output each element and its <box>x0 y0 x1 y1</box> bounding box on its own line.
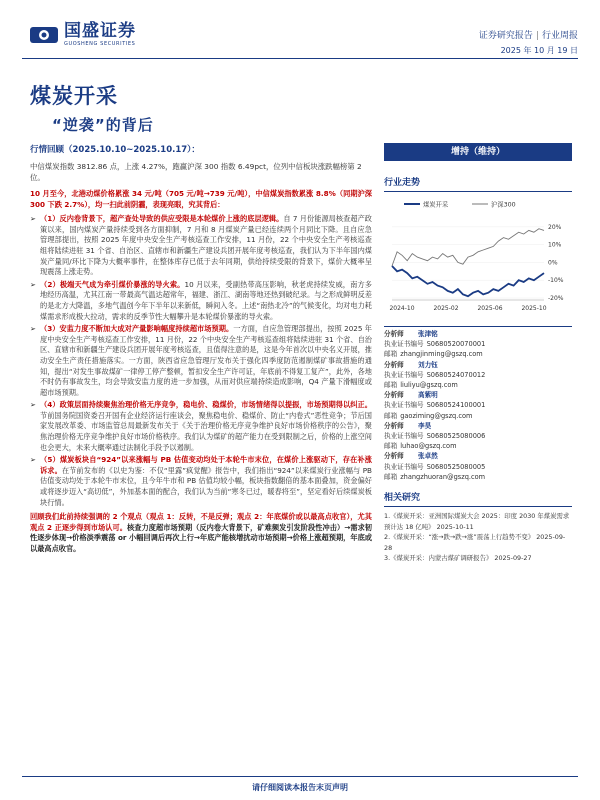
report-subtype-label: 行业周报 <box>541 31 578 41</box>
report-title: 煤炭开采 <box>30 84 118 108</box>
bullet-body: 在节前发布的《以史为鉴：不仅“里露”疯觉醒》报告中，我们指出“924”以来煤炭行业涨幅与 PB 估值变动均处于本轮牛市末位，且今年牛市和 PB 估值均较小幅，板块指数翻倍的基本面叠加，资金偏好或将逐步迈入“高切低”，外加基本面的配合，我们认为当前“寒冬已过，暖春将至”，坚定看好后续煤炭板块行情。 <box>40 465 372 507</box>
related-research-item: 2.《煤炭开采：“涨→跌→跌→涨”震荡上行趋势不变》 2025-09-28 <box>384 533 566 552</box>
related-research-item: 1.《煤炭开采：亚洲国际煤炭大会 2025：印度 2030 年煤炭需求预计达 18 亿吨》 2025-10-11 <box>384 512 570 531</box>
analyst-row <box>384 431 572 441</box>
report-date: 2025 年 10 月 19 日 <box>500 46 578 55</box>
analyst-field-value: zhangzhuoran@gszq.com <box>400 472 486 481</box>
analyst-name: 李昊 <box>418 421 432 430</box>
analyst-row <box>384 441 572 451</box>
analyst-field-value: liuliyu@gszq.com <box>400 381 458 390</box>
closing-lead: 回顾我们此前持续强调的 2 个观点（观点 1：反转，不是反弹；观点 2：年底煤价或以最高点收官），尤其观点 2 正逐步得到市场认可。 <box>30 512 372 532</box>
analyst-field-label: 执业证书编号 <box>384 432 424 441</box>
main-column <box>30 143 372 555</box>
trend-section-title: 行业走势 <box>384 175 572 192</box>
footer-disclaimer: 请仔细阅读本报告末页声明 <box>252 783 348 792</box>
analyst-name: 高紫明 <box>418 391 438 400</box>
bullet-body: 节前国务院国资委召开国有企业经济运行座谈会，聚焦稳电价、稳煤价、防止“内卷式”恶性竞争；节后国家发展改革委、市场监管总局最新发布关于《关于治理价格无序竞争维护良好市场价格秩序的公告》，聚焦治理价格无序竞争维护良好市场价格秩序。我们认为煤矿的超产能力在受到限制之后，价格的上涨空间也会更大，未来大概率通过法制化手段予以遏制。 <box>40 410 372 452</box>
analyst-row <box>384 411 572 421</box>
y-tick-label: 0% <box>548 259 558 267</box>
analyst-list <box>384 326 572 482</box>
y-tick-label: 10% <box>548 241 562 249</box>
analyst-row <box>384 390 572 400</box>
report-header <box>0 0 600 62</box>
industry-trend-chart <box>384 196 572 318</box>
bullet-head: （4）政策层面持续聚焦治理价格无序竞争，稳电价、稳煤价，市场情绪得以提振，市场预期得以纠正。 <box>40 400 372 410</box>
analyst-field-value: S0680524100001 <box>426 401 486 410</box>
analyst-field-label: 分析师 <box>384 452 404 461</box>
x-tick-label: 2025-10 <box>521 305 547 312</box>
analyst-field-label: 执业证书编号 <box>384 370 424 379</box>
footer-divider <box>22 776 578 777</box>
analyst-field-label: 邮箱 <box>384 442 398 451</box>
bullet-item <box>30 214 372 278</box>
legend-label: 沪深300 <box>491 201 516 209</box>
chart-ticks <box>389 224 563 312</box>
analyst-field-label: 分析师 <box>384 360 404 369</box>
analyst-field-label: 执业证书编号 <box>384 401 424 410</box>
y-tick-label: 20% <box>548 223 562 231</box>
analyst-name: 张卓然 <box>418 452 438 461</box>
x-tick-label: 2025-02 <box>433 305 459 312</box>
analyst-row <box>384 421 572 431</box>
arrow-bullet-icon: ➢ <box>30 215 36 224</box>
bullet-item <box>30 455 372 508</box>
side-column <box>384 143 572 564</box>
analyst-row <box>384 462 572 472</box>
related-research-item: 3.《煤炭开采：内蒙古煤矿调研报告》 2025-09-27 <box>384 554 532 563</box>
analyst-field-label: 分析师 <box>384 421 404 430</box>
bullet-head: （1）反内卷背景下，超产查处导致的供应受限是本轮煤价上涨的底层逻辑。 <box>40 214 284 224</box>
chart-grid <box>392 227 544 300</box>
logo-en-text: GUOSHENG SECURITIES <box>64 41 136 47</box>
logo-mark-icon <box>30 23 58 47</box>
bullet-item <box>30 324 372 398</box>
report-subtitle: “逆袭”的背后 <box>52 116 154 134</box>
analyst-row <box>384 349 572 359</box>
analyst-row <box>384 472 572 482</box>
csi300-series-line <box>392 229 544 266</box>
analyst-field-value: S0680525080005 <box>426 462 486 471</box>
analyst-row <box>384 380 572 390</box>
bullet-item <box>30 280 372 322</box>
intro-lead-text: 10 月至今，北港动煤价格累涨 34 元/吨（705 元/吨→739 元/吨），中信煤炭指数累涨 8.8%（同期沪深 300 下跌 2.7%），均一扫此前阴霾，表现亮眼，究其背后： <box>30 189 372 209</box>
y-tick-label: -10% <box>548 277 564 285</box>
rating-badge: 增持（维持） <box>384 143 572 161</box>
analyst-field-value: S0680525080006 <box>426 432 486 441</box>
bullet-item <box>30 400 372 453</box>
bullet-body: 自 7 月份能源局核查超产政策以来，国内煤炭产量持续受到各方面抑制，7 月和 8 月煤炭产量已经连续两个月同比下降。且自应急管理部提出，按照 2025 年度中央安全生产考核巡查工作安排，11 月份，22 个中央安全生产考核巡查组将陆续进驻 31 个省、自治区、直辖市和新疆生产建设兵团开展年度考核巡查，我们认为下半年国内煤炭产量同/环比下降为大概率事件，在整体库存已低于去年同期，供给持续受限的背景下，煤价大概率呈现震荡上涨走势。 <box>40 214 372 277</box>
bullet-body: 一方面，自应急管理部提出，按照 2025 年度中央安全生产考核巡查工作安排，11 月份，22 个中央安全生产考核巡查组将陆续进驻 31 个省、自治区、直辖市和新疆生产建设兵团开展年度考核巡查，且值得注意的是，这是今年首次以中央名义开展，推动安全生产责任措施落实。一方面，陕西省应急管理厅发布关于强化四季度防范遏制煤矿事故措施的通知，提出“对发生事故煤矿一律停工停产整顿，暂扣安全生产许可证，年底前不得复工复产”，此外，各地不时仍有事故发生，均会导致安监力度的进一步加强，从而对供应端持续造成影响，Q4 产量下滑幅度或超市场预期。 <box>40 324 372 397</box>
related-section-title: 相关研究 <box>384 490 572 507</box>
x-tick-label: 2025-06 <box>477 305 503 312</box>
analyst-row <box>384 370 572 380</box>
bullet-head: （2）极端天气成为牵引煤价暴涨的导火索。 <box>40 279 185 289</box>
header-divider <box>22 58 578 59</box>
analyst-field-label: 邮箱 <box>384 411 398 420</box>
analyst-row <box>384 339 572 349</box>
analyst-row <box>384 451 572 461</box>
analyst-name: 刘力钰 <box>418 360 438 369</box>
analyst-field-value: zhangjinming@gszq.com <box>400 350 483 359</box>
closing-body: 核查力度超市场预期（反内卷大背景下，矿难频发引发阶段性冲击）→需求韧性逐步体现→价格淡季震荡 or 小幅回调后再次上行→年底产能核增扰动市场预期→价格上涨超预期，年底或以最高点收官。 <box>30 522 372 553</box>
analyst-field-label: 分析师 <box>384 330 404 338</box>
arrow-bullet-icon: ➢ <box>30 325 36 334</box>
analyst-row <box>384 360 572 370</box>
arrow-bullet-icon: ➢ <box>30 280 36 289</box>
coal-series-line <box>392 266 544 296</box>
analyst-field-value: S0680524070012 <box>426 370 486 379</box>
y-tick-label: -20% <box>548 295 564 302</box>
legend-label: 煤炭开采 <box>423 201 449 209</box>
arrow-bullet-icon: ➢ <box>30 401 36 410</box>
company-logo <box>30 22 136 47</box>
closing-paragraph <box>30 512 372 554</box>
analyst-field-label: 邮箱 <box>384 350 398 359</box>
analyst-row <box>384 400 572 410</box>
related-research-list <box>384 511 572 564</box>
logo-cn-text: 国盛证券 <box>64 21 136 41</box>
analyst-field-label: 邮箱 <box>384 381 398 390</box>
report-type-label: 证券研究报告 <box>478 31 533 41</box>
x-tick-label: 2024-10 <box>389 305 415 312</box>
analyst-field-value: luhao@gszq.com <box>400 442 457 451</box>
arrow-bullet-icon: ➢ <box>30 456 36 465</box>
analyst-field-label: 邮箱 <box>384 472 398 481</box>
report-type: 证券研究报告 | 行业周报 <box>478 31 578 41</box>
analyst-field-value: gaoziming@gszq.com <box>400 411 473 420</box>
intro-lead <box>30 189 372 210</box>
chart-legend <box>404 200 516 209</box>
bullet-head: （5）煤炭板块自“924”以来涨幅与 PB 估值变动均处于本轮牛市末位，在煤价上涨驱动下，存在补涨诉求。 <box>40 455 372 475</box>
analyst-row <box>384 329 572 339</box>
bullet-head: （3）安监力度不断加大成对产量影响幅度持续超市场预期。 <box>40 324 234 334</box>
review-body: 中信煤炭指数 3812.86 点，上涨 4.27%，跑赢沪深 300 指数 6.49pct，位列中信板块涨跌幅榜第 2 位。 <box>30 162 362 182</box>
analyst-field-value: S0680520070001 <box>426 340 486 349</box>
bullet-list <box>30 214 372 508</box>
review-title: 行情回顾（2025.10.10~2025.10.17）： <box>30 145 200 155</box>
bullet-body: 10 月以来，受副热带高压影响，秋老虎持续发威，南方多地经历高温，尤其江南一带最高气温达超常年，福建、浙江、湖南等地还热到破纪录。与之形成鲜明反差的是北方大降温，多地气温创今年下半年以来新低，瞬间入冬。上述“南热北冷”的气候变化，均对电力耗煤需求形成极大拉动，需求的反季节性大幅攀升是本轮煤价暴涨的导火索。 <box>40 279 372 321</box>
analyst-field-label: 分析师 <box>384 391 404 400</box>
analyst-field-label: 执业证书编号 <box>384 340 424 349</box>
analyst-field-label: 执业证书编号 <box>384 462 424 471</box>
analyst-name: 张津铭 <box>418 330 438 338</box>
